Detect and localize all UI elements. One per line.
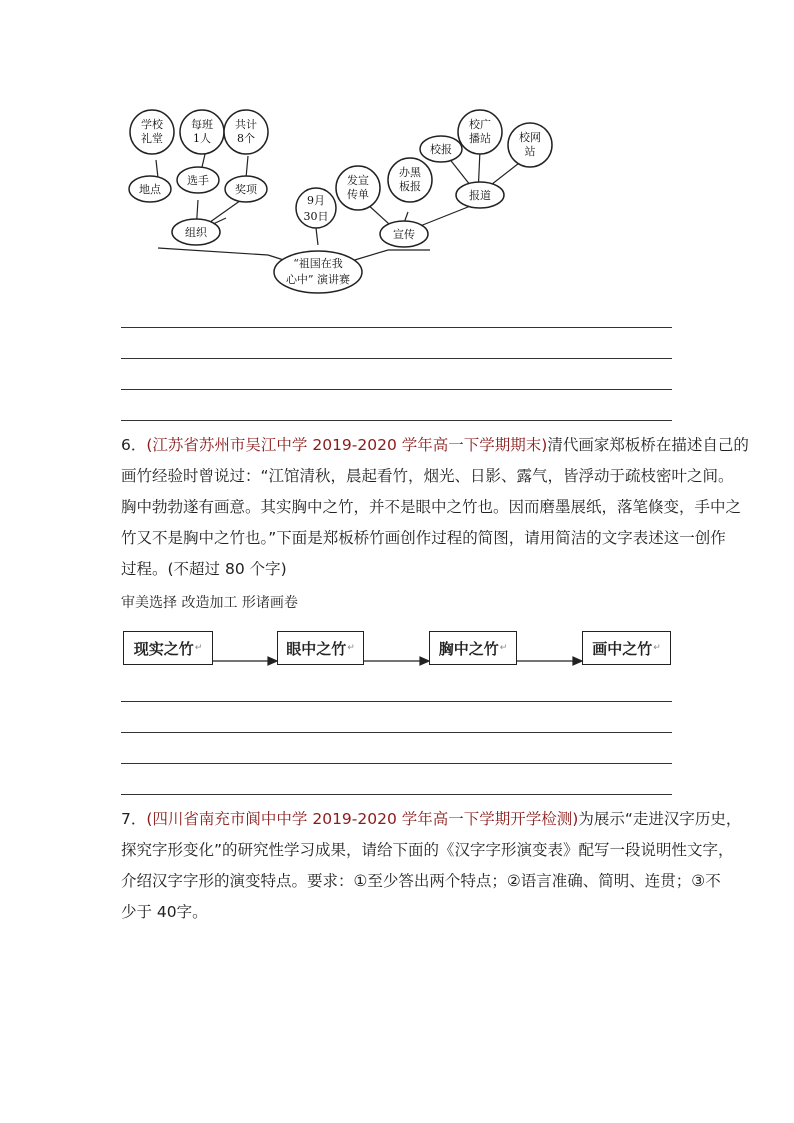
answer-line[interactable] [121, 420, 672, 421]
center-label-2: 心中” 演讲赛 [285, 273, 351, 286]
right-node-1a: 发宣 [347, 174, 369, 187]
question-7-line-1 [121, 804, 742, 835]
question-7-line-3: 介绍汉字字形的演变特点。要求：①至少答出两个特点；②语言准确、简明、连贯；③不 [121, 872, 721, 890]
flow-box-label: 眼中之竹 [286, 639, 347, 658]
left-leaf-3a: 共计 [235, 118, 257, 131]
question-6-text [121, 430, 749, 585]
left-leaf-1b: 礼堂 [141, 132, 163, 145]
answer-line[interactable] [121, 763, 672, 764]
right-leaf-1: 校报 [430, 143, 452, 156]
question-6-line-3: 胸中勃勃遂有画意。其实胸中之竹，并不是眼中之竹也。因而磨墨展纸，落笔倏变，手中之 [121, 498, 742, 516]
answer-line[interactable] [121, 327, 672, 328]
answer-line[interactable] [121, 701, 672, 702]
question-6-source: (江苏省苏州市吴江中学 2019-2020 学年高一下学期期末) [146, 436, 548, 454]
question-6-line-1-rest: 清代画家郑板桥在描述自己的 [547, 436, 749, 454]
left-branch-label: 组织 [185, 226, 207, 239]
right-leaf-3a: 校网 [519, 131, 541, 144]
right-branch-label: 宣传 [393, 228, 415, 241]
question-7-line-2: 探究字形变化”的研究性学习成果，请给下面的《汉字字形演变表》配写一段说明性文字， [121, 841, 734, 859]
question-7-line-4: 少于 40字。 [121, 903, 208, 921]
left-leaf-2a: 每班 [191, 118, 213, 131]
left-leaf-2b: 1人 [193, 132, 211, 145]
return-mark-icon: ↵ [347, 643, 355, 653]
return-mark-icon: ↵ [194, 643, 203, 653]
flow-step-labels: 审美选择 改造加工 形诸画卷 [121, 595, 298, 611]
left-node-2: 选手 [187, 174, 209, 187]
right-leaf-2b: 播站 [469, 132, 491, 145]
answer-line[interactable] [121, 794, 672, 795]
left-node-3: 奖项 [235, 183, 257, 196]
question-6-line-4: 竹又不是胸中之竹也。”下面是郑板桥竹画创作过程的简图，请用简洁的文字表述这一创作 [121, 529, 726, 547]
arrow-right-icon [573, 657, 582, 665]
answer-line[interactable] [121, 358, 672, 359]
date-label-2: 30日 [303, 210, 329, 223]
flow-box-label: 胸中之竹 [438, 639, 499, 658]
question-7-line-1-rest: 为展示“走进汉字历史， [578, 810, 742, 828]
flow-box-label: 画中之竹 [592, 639, 653, 658]
question-6-line-5: 过程。(不超过 80 个字) [121, 560, 287, 578]
question-7-source: (四川省南充市阆中中学 2019-2020 学年高一下学期开学检测) [146, 810, 579, 828]
question-6-number: 6． [121, 436, 147, 454]
left-leaf-1a: 学校 [141, 118, 163, 131]
return-mark-icon: ↵ [499, 643, 508, 653]
question-7-text [121, 804, 742, 928]
right-node-3: 报道 [469, 189, 491, 202]
answer-line[interactable] [121, 389, 672, 390]
question-6-line-1 [121, 430, 749, 461]
right-node-1b: 传单 [347, 188, 369, 201]
question-6-line-2: 画竹经验时曾说过：“江馆清秋，晨起看竹，烟光、日影、露气，皆浮动于疏枝密叶之间。 [121, 467, 734, 485]
flow-arrows [0, 640, 794, 670]
arrow-right-icon [268, 657, 277, 665]
date-label-1: 9月 [307, 194, 325, 207]
right-node-2b: 板报 [399, 180, 421, 193]
left-leaf-3b: 8个 [237, 132, 255, 145]
mind-map-diagram [118, 100, 563, 300]
flow-box-label: 现实之竹 [133, 639, 194, 658]
right-leaf-3b: 站 [524, 145, 536, 158]
center-label-1: “祖国在我 [293, 257, 343, 270]
right-leaf-2a: 校广 [469, 118, 491, 131]
arrow-right-icon [420, 657, 429, 665]
return-mark-icon: ↵ [653, 643, 661, 653]
right-node-2a: 办黑 [399, 166, 421, 179]
question-7-number: 7． [121, 810, 147, 828]
left-node-1: 地点 [139, 183, 161, 196]
answer-line[interactable] [121, 732, 672, 733]
